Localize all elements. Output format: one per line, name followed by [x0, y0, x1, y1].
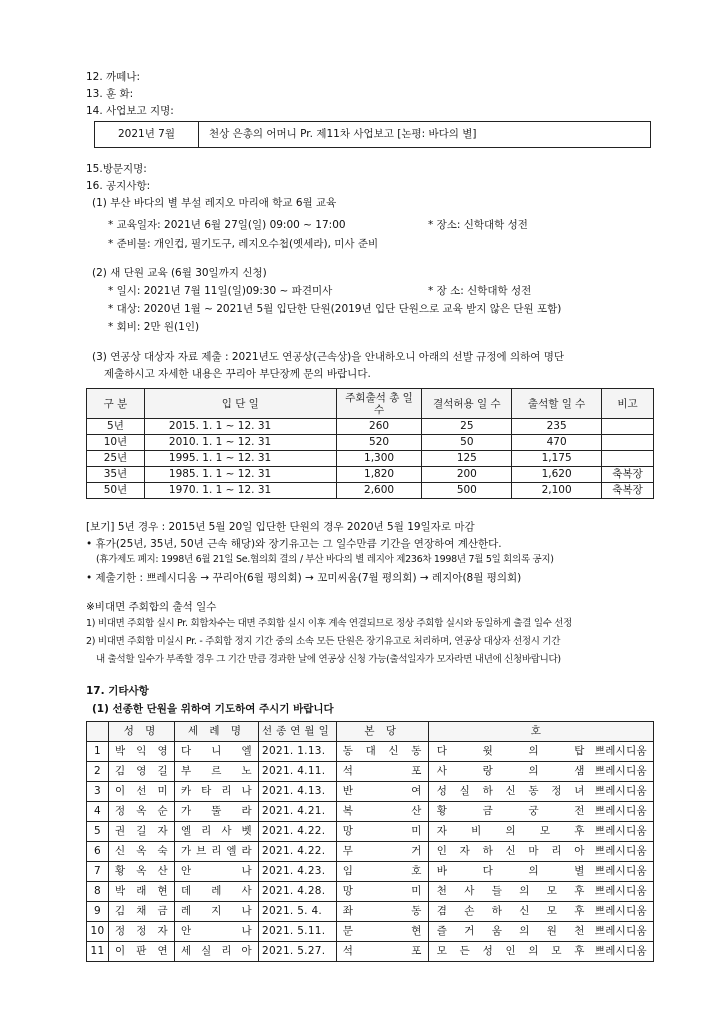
attendance-cell: 2015. 1. 1 ~ 12. 31 [144, 419, 336, 435]
deceased-name: 정 정 자 [109, 922, 175, 942]
attendance-cell: 1,620 [512, 467, 602, 483]
notice1-place: * 장소: 신학대학 성전 [428, 219, 528, 231]
att-header: 입 단 일 [144, 389, 336, 419]
attendance-row [87, 451, 654, 467]
attendance-cell: 1,820 [336, 467, 422, 483]
notice2-title: (2) 새 단원 교육 (6월 30일까지 신청) [92, 267, 267, 279]
attendance-cell: 260 [336, 419, 422, 435]
deceased-bap: 가 브 리 엘 라 [175, 842, 259, 862]
deceased-row [87, 842, 654, 862]
deceased-no: 9 [87, 902, 109, 922]
deceased-praesidium: 겸 손 하 신 모 후 쁘레시디움 [428, 902, 653, 922]
attendance-cell: 520 [336, 435, 422, 451]
attendance-cell: 125 [422, 451, 512, 467]
deceased-parish: 임 호 [336, 862, 428, 882]
attendance-cell: 25 [422, 419, 512, 435]
attendance-cell: 50 [422, 435, 512, 451]
deceased-bap: 레 지 나 [175, 902, 259, 922]
item-14: 14. 사업보고 지명: [86, 105, 174, 117]
deceased-no: 11 [87, 942, 109, 962]
notice1-line1: * 교육일자: 2021년 6월 27일(일) 09:00 ~ 17:00 [108, 219, 346, 231]
deceased-row [87, 742, 654, 762]
notice3-line1: (3) 연공상 대상자 자료 제출 : 2021년도 연공상(근속상)을 안내하오니 아래의 선발 규정에 의하여 명단 [92, 351, 565, 363]
attendance-cell [602, 435, 654, 451]
dec-header: 성 명 [109, 722, 175, 742]
deceased-bap: 엘 리 사 벳 [175, 822, 259, 842]
attendance-row [87, 467, 654, 483]
deceased-parish: 반 여 [336, 782, 428, 802]
deceased-praesidium: 천 사 들 의 모 후 쁘레시디움 [428, 882, 653, 902]
dec-header: 선종연월일 [259, 722, 337, 742]
item-16: 16. 공지사항: [86, 180, 151, 192]
deceased-date: 2021. 4.22. [259, 842, 337, 862]
att-header: 주회출석 총 일 수 [336, 389, 422, 419]
deceased-no: 2 [87, 762, 109, 782]
deceased-praesidium: 즐 거 움 의 원 천 쁘레시디움 [428, 922, 653, 942]
deceased-bap: 다 니 엘 [175, 742, 259, 762]
deceased-row [87, 782, 654, 802]
attendance-cell: 50년 [87, 483, 145, 499]
deceased-bap: 안 나 [175, 922, 259, 942]
attendance-table [86, 388, 654, 499]
deceased-no: 10 [87, 922, 109, 942]
dec-header: 세 례 명 [175, 722, 259, 742]
deceased-header-row [87, 722, 654, 742]
report-text: 천상 은총의 어머니 Pr. 제11차 사업보고 [논평: 바다의 별] [199, 122, 651, 148]
deceased-name: 박 익 영 [109, 742, 175, 762]
nonface-title: ※비대면 주회합의 출석 일수 [86, 601, 217, 613]
deceased-parish: 동 대 신 동 [336, 742, 428, 762]
deceased-praesidium: 인 자 하 신 마 리 아 쁘레시디움 [428, 842, 653, 862]
example-line4: • 제출기한 : 쁘레시디움 → 꾸리아(6월 평의회) → 꼬미씨움(7월 평의회) → 레지아(8월 평의회) [86, 572, 522, 584]
notice2-line3: * 회비: 2만 원(1인) [108, 321, 200, 333]
deceased-no: 7 [87, 862, 109, 882]
deceased-parish: 복 산 [336, 802, 428, 822]
deceased-bap: 부 르 노 [175, 762, 259, 782]
example-line1: [보기] 5년 경우 : 2015년 5월 20일 입단한 단원의 경우 2020년 5월 19일자로 마감 [86, 521, 475, 533]
deceased-praesidium: 모 든 성 인 의 모 후 쁘레시디움 [428, 942, 653, 962]
notice2-line1: * 일시: 2021년 7월 11일(일)09:30 ~ 파견미사 [108, 285, 333, 297]
pray-title: (1) 선종한 단원을 위하여 기도하여 주시기 바랍니다 [92, 703, 334, 715]
attendance-cell: 2,600 [336, 483, 422, 499]
att-header: 구 분 [87, 389, 145, 419]
attendance-cell [602, 419, 654, 435]
deceased-no: 1 [87, 742, 109, 762]
item-17: 17. 기타사항 [86, 685, 149, 697]
deceased-date: 2021. 4.13. [259, 782, 337, 802]
deceased-name: 이 판 연 [109, 942, 175, 962]
notice1-line2: * 준비물: 개인컵, 필기도구, 레지오수첩(옛세라), 미사 준비 [108, 238, 379, 250]
deceased-date: 2021. 5.11. [259, 922, 337, 942]
attendance-cell: 5년 [87, 419, 145, 435]
report-table [94, 121, 651, 148]
attendance-cell: 10년 [87, 435, 145, 451]
deceased-parish: 좌 동 [336, 902, 428, 922]
item-15: 15.방문지명: [86, 163, 147, 175]
deceased-parish: 망 미 [336, 822, 428, 842]
deceased-parish: 석 포 [336, 942, 428, 962]
nonface-line2: 2) 비대면 주회합 미실시 Pr. - 주회합 정지 기간 중의 소속 모든 단원은 장기유고로 처리하며, 연공상 대상자 선정시 기간 [86, 636, 561, 647]
deceased-praesidium: 바 다 의 별 쁘레시디움 [428, 862, 653, 882]
attendance-cell: 1995. 1. 1 ~ 12. 31 [144, 451, 336, 467]
attendance-cell: 2,100 [512, 483, 602, 499]
deceased-bap: 카 타 리 나 [175, 782, 259, 802]
deceased-bap: 안 나 [175, 862, 259, 882]
deceased-name: 이 선 미 [109, 782, 175, 802]
deceased-bap: 가 뚤 라 [175, 802, 259, 822]
deceased-row [87, 922, 654, 942]
notice2-place: * 장 소: 신학대학 성전 [428, 285, 532, 297]
nonface-line1: 1) 비대면 주회합 실시 Pr. 회합차수는 대면 주회합 실시 이후 계속 연결되므로 정상 주회합 실시와 동일하게 출결 일수 선정 [86, 618, 573, 629]
deceased-praesidium: 황 금 궁 전 쁘레시디움 [428, 802, 653, 822]
attendance-cell: 축복장 [602, 483, 654, 499]
att-header: 출석할 일 수 [512, 389, 602, 419]
notice2-line2: * 대상: 2020년 1월 ~ 2021년 5월 입단한 단원(2019년 입단 단원으로 교육 받지 않은 단원 포함) [108, 303, 562, 315]
item-13: 13. 훈 화: [86, 88, 134, 100]
att-header: 결석허용 일 수 [422, 389, 512, 419]
attendance-cell: 2010. 1. 1 ~ 12. 31 [144, 435, 336, 451]
notice3-line2: 제출하시고 자세한 내용은 꾸리아 부단장께 문의 바랍니다. [104, 368, 371, 380]
deceased-bap: 데 레 사 [175, 882, 259, 902]
deceased-praesidium: 사 랑 의 샘 쁘레시디움 [428, 762, 653, 782]
nonface-line3: 내 출석할 일수가 부족할 경우 그 기간 만큼 경과한 날에 연공상 신청 가능(출석일자가 모자라면 내년에 신청바랍니다) [96, 654, 561, 665]
deceased-name: 정 옥 순 [109, 802, 175, 822]
deceased-row [87, 862, 654, 882]
deceased-bap: 세 실 리 아 [175, 942, 259, 962]
example-line2: • 휴가(25년, 35년, 50년 근속 해당)와 장기유고는 그 일수만큼 기간을 연장하여 계산한다. [86, 538, 502, 550]
attendance-cell: 500 [422, 483, 512, 499]
deceased-parish: 석 포 [336, 762, 428, 782]
attendance-cell: 200 [422, 467, 512, 483]
attendance-row [87, 483, 654, 499]
attendance-cell: 25년 [87, 451, 145, 467]
deceased-row [87, 942, 654, 962]
deceased-no: 3 [87, 782, 109, 802]
deceased-table [86, 721, 654, 962]
deceased-name: 신 옥 숙 [109, 842, 175, 862]
attendance-row [87, 435, 654, 451]
dec-header: 본 당 [336, 722, 428, 742]
attendance-cell: 축복장 [602, 467, 654, 483]
item-12: 12. 까떼나: [86, 71, 141, 83]
example-line3: (휴가제도 폐지: 1998년 6월 21일 Se.협의회 결의 / 부산 바다의 별 레지아 제236차 1998년 7월 5일 회의록 공지) [96, 554, 554, 565]
attendance-header-row [87, 389, 654, 419]
att-header: 비고 [602, 389, 654, 419]
deceased-parish: 망 미 [336, 882, 428, 902]
attendance-cell: 1985. 1. 1 ~ 12. 31 [144, 467, 336, 483]
deceased-date: 2021. 1.13. [259, 742, 337, 762]
attendance-cell: 470 [512, 435, 602, 451]
deceased-row [87, 762, 654, 782]
deceased-row [87, 802, 654, 822]
deceased-date: 2021. 5.27. [259, 942, 337, 962]
deceased-no: 5 [87, 822, 109, 842]
deceased-date: 2021. 4.11. [259, 762, 337, 782]
deceased-row [87, 902, 654, 922]
deceased-row [87, 822, 654, 842]
deceased-praesidium: 성 실 하 신 동 정 녀 쁘레시디움 [428, 782, 653, 802]
deceased-parish: 무 거 [336, 842, 428, 862]
deceased-no: 8 [87, 882, 109, 902]
deceased-praesidium: 자 비 의 모 후 쁘레시디움 [428, 822, 653, 842]
attendance-row [87, 419, 654, 435]
attendance-cell: 35년 [87, 467, 145, 483]
attendance-cell: 235 [512, 419, 602, 435]
deceased-name: 김 영 길 [109, 762, 175, 782]
deceased-date: 2021. 4.28. [259, 882, 337, 902]
deceased-praesidium: 다 윗 의 탑 쁘레시디움 [428, 742, 653, 762]
deceased-no: 6 [87, 842, 109, 862]
notice1-title: (1) 부산 바다의 별 부설 레지오 마리애 학교 6월 교육 [92, 197, 337, 209]
deceased-name: 황 옥 산 [109, 862, 175, 882]
deceased-parish: 문 현 [336, 922, 428, 942]
attendance-cell: 1,300 [336, 451, 422, 467]
report-date: 2021년 7월 [95, 122, 199, 148]
attendance-cell [602, 451, 654, 467]
dec-header: 호 [428, 722, 647, 742]
attendance-cell: 1,175 [512, 451, 602, 467]
deceased-no: 4 [87, 802, 109, 822]
deceased-date: 2021. 5. 4. [259, 902, 337, 922]
attendance-cell: 1970. 1. 1 ~ 12. 31 [144, 483, 336, 499]
deceased-date: 2021. 4.23. [259, 862, 337, 882]
deceased-name: 박 래 현 [109, 882, 175, 902]
deceased-date: 2021. 4.21. [259, 802, 337, 822]
deceased-date: 2021. 4.22. [259, 822, 337, 842]
deceased-name: 권 길 자 [109, 822, 175, 842]
deceased-row [87, 882, 654, 902]
deceased-name: 김 채 금 [109, 902, 175, 922]
